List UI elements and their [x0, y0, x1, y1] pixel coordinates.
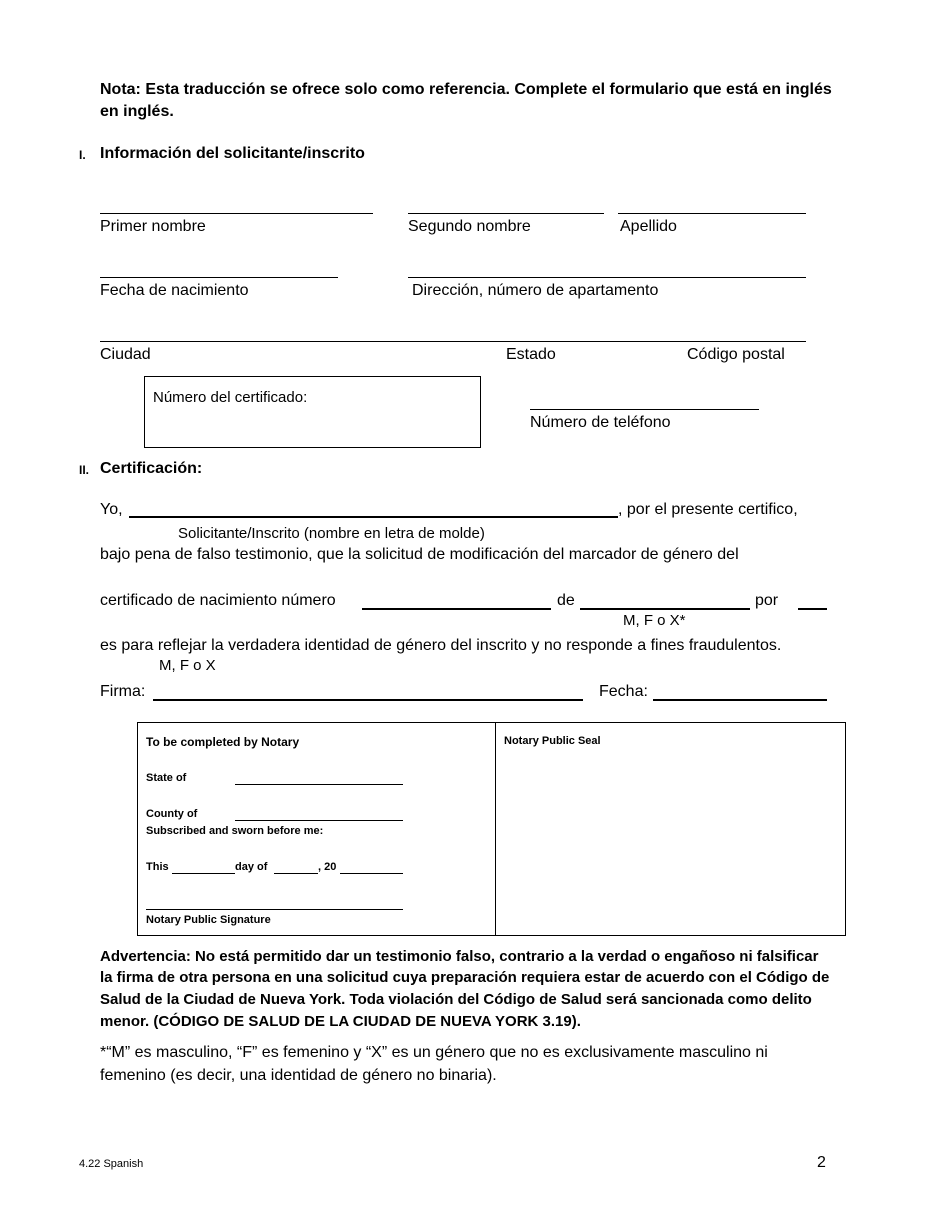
first-name-field[interactable]: [100, 213, 373, 214]
notary-heading: To be completed by Notary: [146, 735, 300, 749]
date-label: Fecha:: [599, 683, 648, 700]
notary-seal-label: Notary Public Seal: [504, 735, 601, 747]
yo-text: Yo,: [100, 501, 123, 518]
gender-from-field[interactable]: [580, 608, 750, 610]
notary-sworn-label: Subscribed and sworn before me:: [146, 825, 324, 837]
footnote-line1: *“M” es masculino, “F” es femenino y “X” es un género que no es exclusivamente masculino ni: [100, 1044, 768, 1061]
birth-cert-number-text: certificado de nacimiento número: [100, 592, 336, 609]
mfx-caption-left: M, F o X: [159, 657, 216, 674]
notary-this-label: This: [146, 861, 169, 873]
notary-signature-field[interactable]: [146, 909, 403, 910]
notary-day-of-label: day of: [235, 861, 268, 873]
birth-cert-number-field[interactable]: [362, 608, 551, 610]
first-name-label: Primer nombre: [100, 218, 206, 235]
phone-label: Número de teléfono: [530, 414, 671, 431]
page-number: 2: [817, 1154, 826, 1171]
last-name-label: Apellido: [620, 218, 677, 235]
warning-line3: Salud de la Ciudad de Nueva York. Toda violación del Código de Salud será sancionada como delito: [100, 991, 812, 1008]
perjury-text: bajo pena de falso testimonio, que la solicitud de modificación del marcador de género del: [100, 546, 739, 563]
warning-line4: menor. (CÓDIGO DE SALUD DE LA CIUDAD DE NUEVA YORK 3.19).: [100, 1013, 581, 1030]
section-1-title: Información del solicitante/inscrito: [100, 145, 365, 162]
address-label: Dirección, número de apartamento: [412, 282, 659, 299]
notary-signature-label: Notary Public Signature: [146, 914, 271, 926]
translation-note-line1: Nota: Esta traducción se ofrece solo como referencia. Complete el formulario que está en inglés: [100, 81, 832, 98]
birth-date-field[interactable]: [100, 277, 338, 278]
applicant-name-field[interactable]: [129, 516, 618, 518]
section-2-title: Certificación:: [100, 460, 203, 477]
birth-date-label: Fecha de nacimiento: [100, 282, 249, 299]
signature-label: Firma:: [100, 683, 146, 700]
zip-label: Código postal: [687, 346, 785, 363]
signature-field[interactable]: [153, 699, 583, 701]
phone-field[interactable]: [530, 409, 759, 410]
address-field[interactable]: [408, 277, 806, 278]
from-text: de: [557, 592, 575, 609]
section-2-number: II.: [79, 463, 90, 477]
notary-state-label: State of: [146, 772, 187, 784]
purpose-text: es para reflejar la verdadera identidad de género del inscrito y no responde a fines fraudulentos.: [100, 637, 782, 654]
notary-table: [137, 722, 846, 936]
date-field[interactable]: [653, 699, 827, 701]
translation-note-line2: en inglés.: [100, 103, 174, 120]
certificate-number-box[interactable]: [144, 376, 481, 448]
certify-text: , por el presente certifico,: [618, 501, 798, 518]
gender-to-field[interactable]: [798, 608, 827, 610]
warning-line2: la firma de otra persona en una solicitud cuya preparación requiera estar de acuerdo con el Código de: [100, 969, 830, 986]
warning-line1: Advertencia: No está permitido dar un testimonio falso, contrario a la verdad o engañoso ni falsificar: [100, 948, 819, 965]
mfx-caption-right: M, F o X*: [623, 612, 686, 629]
certificate-number-label: Número del certificado:: [153, 389, 308, 406]
notary-county-field[interactable]: [235, 820, 403, 821]
notary-year-field[interactable]: [340, 873, 403, 874]
notary-month-field[interactable]: [274, 873, 318, 874]
middle-name-label: Segundo nombre: [408, 218, 531, 235]
last-name-field[interactable]: [618, 213, 806, 214]
notary-year-prefix: , 20: [318, 861, 337, 873]
notary-seal-area[interactable]: [496, 749, 845, 935]
section-1-number: I.: [79, 148, 86, 162]
notary-day-field[interactable]: [172, 873, 235, 874]
state-label: Estado: [506, 346, 556, 363]
to-text: por: [755, 592, 779, 609]
notary-county-label: County of: [146, 808, 198, 820]
middle-name-field[interactable]: [408, 213, 604, 214]
city-state-zip-field[interactable]: [100, 341, 806, 342]
footnote-line2: femenino (es decir, una identidad de género no binaria).: [100, 1067, 497, 1084]
applicant-name-caption: Solicitante/Inscrito (nombre en letra de molde): [178, 525, 485, 542]
footer-version: 4.22 Spanish: [79, 1158, 144, 1170]
city-label: Ciudad: [100, 346, 151, 363]
notary-state-field[interactable]: [235, 784, 403, 785]
